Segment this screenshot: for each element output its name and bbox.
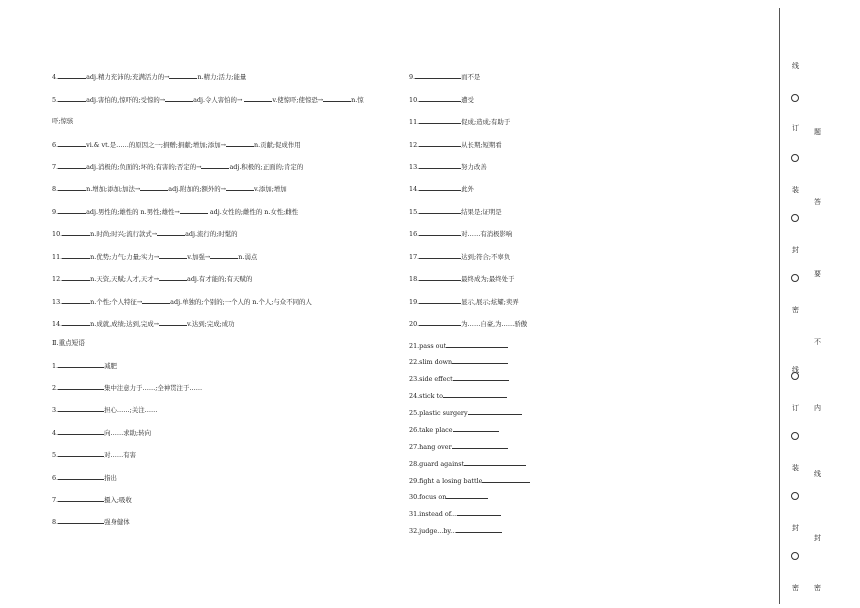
vocab-item — [52, 140, 301, 149]
english-phrase-item — [409, 408, 522, 417]
item-text: adj.消极的;负面的;坏的;有害的;否定的→ — [86, 163, 202, 171]
phrase-item — [409, 184, 474, 193]
answer-blank[interactable] — [58, 95, 86, 102]
item-text: adj.流行的;时髦的 — [185, 230, 238, 238]
phrase-item — [52, 473, 117, 482]
item-number: 14. — [409, 185, 420, 193]
binding-character: 订 — [792, 404, 799, 412]
answer-blank[interactable] — [58, 405, 104, 412]
phrase-item — [409, 252, 510, 261]
phrase-item — [409, 72, 480, 81]
binding-circle-icon — [791, 154, 799, 162]
item-text: n.弱点 — [238, 253, 258, 261]
item-text: n.成就,成绩;达到,完成→ — [90, 320, 160, 328]
answer-blank[interactable] — [419, 207, 461, 214]
binding-circle-icon — [791, 274, 799, 282]
item-text: 为……自豪,为……骄傲 — [461, 320, 528, 328]
item-number: 18. — [409, 275, 420, 283]
item-text: n.时尚;时兴;流行款式→ — [90, 230, 158, 238]
phrase-item — [409, 207, 502, 216]
answer-blank[interactable] — [457, 509, 501, 516]
item-text: 结果是;证明是 — [461, 208, 502, 216]
answer-blank[interactable] — [58, 207, 86, 214]
item-number: 9. — [52, 208, 59, 216]
answer-blank[interactable] — [468, 408, 522, 415]
answer-blank[interactable] — [419, 319, 461, 326]
binding-circle-icon — [791, 214, 799, 222]
item-number: 6. — [52, 474, 59, 482]
answer-blank[interactable] — [58, 473, 104, 480]
answer-blank[interactable] — [142, 297, 170, 304]
item-number: 15. — [409, 208, 420, 216]
answer-blank[interactable] — [419, 117, 461, 124]
phrase-item — [409, 319, 527, 328]
vocab-item — [52, 297, 312, 306]
item-text: 32.judge...by... — [409, 527, 457, 535]
answer-blank[interactable] — [482, 476, 530, 483]
answer-blank[interactable] — [464, 459, 526, 466]
english-phrase-item — [409, 459, 526, 468]
binding-character: 密 — [792, 584, 799, 592]
answer-blank[interactable] — [419, 184, 461, 191]
phrase-item — [52, 428, 151, 437]
item-text: adj.附加的;额外的→ — [168, 185, 227, 193]
vocab-item — [52, 162, 303, 171]
item-number: 7. — [52, 163, 59, 171]
item-text: 从长期;短期看 — [461, 141, 502, 149]
binding-line — [779, 8, 780, 604]
item-number: 16. — [409, 230, 420, 238]
binding-circle-icon — [791, 552, 799, 560]
item-text: v.使惊吓;使惊恐→ — [272, 96, 324, 104]
english-phrase-item — [409, 341, 508, 350]
item-text: n.增加;添加;加法→ — [86, 185, 141, 193]
item-text: 而不是 — [461, 73, 481, 81]
item-number: 11. — [409, 118, 420, 126]
answer-blank[interactable] — [419, 297, 461, 304]
answer-blank[interactable] — [419, 252, 461, 259]
item-number: 8. — [52, 185, 59, 193]
answer-blank[interactable] — [415, 72, 461, 79]
item-text: v.达到;完成;成功 — [187, 320, 235, 328]
binding-character: 答 — [814, 198, 821, 206]
item-number: 1. — [52, 362, 59, 370]
item-text: adj.精力充沛的;充满活力的→ — [86, 73, 170, 81]
english-phrase-item — [409, 442, 508, 451]
answer-blank[interactable] — [226, 184, 254, 191]
item-number: 9. — [409, 73, 416, 81]
answer-blank[interactable] — [58, 72, 86, 79]
answer-blank[interactable] — [58, 517, 104, 524]
binding-character: 密 — [792, 306, 799, 314]
item-number: 4. — [52, 73, 59, 81]
item-number: 12. — [52, 275, 63, 283]
item-text: adj.害怕的,惊吓的;受惊的→ — [86, 96, 166, 104]
answer-blank[interactable] — [453, 425, 499, 432]
answer-blank[interactable] — [419, 140, 461, 147]
item-number: 19. — [409, 298, 420, 306]
item-text: 显示,展示;炫耀;卖弄 — [461, 298, 519, 306]
item-text: 强身健体 — [104, 518, 130, 526]
item-text: adj.令人害怕的→ — [193, 96, 245, 104]
answer-blank[interactable] — [62, 229, 90, 236]
section-title: Ⅱ.重点短语 — [52, 339, 85, 347]
item-number: 14. — [52, 320, 63, 328]
item-text: 达到;符合;不辜负 — [461, 253, 511, 261]
item-number: 5. — [52, 451, 59, 459]
phrase-item — [409, 95, 474, 104]
item-text: 摄入;吸收 — [104, 496, 132, 504]
vocab-item — [52, 229, 238, 238]
phrase-item — [409, 117, 510, 126]
english-phrase-item — [409, 509, 501, 518]
answer-blank[interactable] — [159, 274, 187, 281]
item-text: 21.pass out — [409, 342, 447, 350]
binding-character: 密 — [814, 584, 821, 592]
item-text: 24.stick to — [409, 392, 443, 400]
answer-blank[interactable] — [169, 72, 197, 79]
answer-blank[interactable] — [58, 162, 86, 169]
binding-character: 装 — [792, 186, 799, 194]
answer-blank[interactable] — [58, 140, 86, 147]
item-text: 30.focus on — [409, 493, 447, 501]
english-phrase-item — [409, 391, 507, 400]
item-number: 3. — [52, 406, 59, 414]
item-text: adj.单独的;个别的;一个人的 n.个人;与众不同的人 — [170, 298, 312, 306]
binding-character: 订 — [792, 124, 799, 132]
binding-character: 装 — [792, 464, 799, 472]
phrase-item — [52, 517, 130, 526]
phrase-item — [52, 361, 117, 370]
phrase-item — [52, 450, 136, 459]
item-text: 25.plastic surgery — [409, 409, 468, 417]
answer-blank[interactable] — [62, 274, 90, 281]
answer-blank[interactable] — [62, 252, 90, 259]
item-number: 11. — [52, 253, 63, 261]
item-text: 指出 — [104, 474, 117, 482]
item-number: 4. — [52, 429, 59, 437]
phrase-item — [52, 383, 202, 392]
binding-character: 线 — [792, 366, 799, 374]
answer-blank[interactable] — [419, 95, 461, 102]
phrase-item — [52, 495, 132, 504]
english-phrase-item — [409, 492, 488, 501]
item-text: adj.女性的;雌性的 n.女性;雌性 — [207, 208, 299, 216]
vocab-item — [52, 184, 287, 193]
item-text: 此外 — [461, 185, 474, 193]
answer-blank[interactable] — [58, 184, 86, 191]
item-text: 集中注意力于……;全神贯注于…… — [104, 384, 203, 392]
item-text: adj.积极的;正面的;肯定的 — [229, 163, 304, 171]
answer-blank[interactable] — [244, 95, 272, 102]
answer-blank[interactable] — [443, 391, 507, 398]
answer-blank[interactable] — [58, 495, 104, 502]
item-text: 29.fight a losing battle — [409, 477, 483, 485]
item-number: 7. — [52, 496, 59, 504]
binding-circle-icon — [791, 432, 799, 440]
item-number: 20. — [409, 320, 420, 328]
vocab-item — [52, 319, 235, 328]
item-number: 8. — [52, 518, 59, 526]
item-text: 对……有害 — [104, 451, 137, 459]
binding-character: 内 — [814, 404, 821, 412]
item-text: adj.有才能的;有天赋的 — [187, 275, 253, 283]
item-text: 努力改善 — [461, 163, 487, 171]
vocab-item — [52, 72, 246, 81]
binding-circle-icon — [791, 492, 799, 500]
binding-character: 不 — [814, 338, 821, 346]
answer-blank[interactable] — [180, 207, 208, 214]
english-phrase-item — [409, 476, 530, 485]
item-text: 26.take place — [409, 426, 453, 434]
vocab-item — [52, 95, 364, 104]
binding-circle-icon — [791, 372, 799, 380]
item-text: 22.slim down — [409, 358, 453, 366]
item-text: 担心……;关注…… — [104, 406, 158, 414]
answer-blank[interactable] — [452, 357, 508, 364]
binding-character: 封 — [814, 534, 821, 542]
answer-blank[interactable] — [456, 526, 502, 533]
answer-blank[interactable] — [446, 492, 488, 499]
answer-blank[interactable] — [201, 162, 229, 169]
item-text: v.加强→ — [187, 253, 211, 261]
english-phrase-item — [409, 357, 508, 366]
answer-blank[interactable] — [226, 140, 254, 147]
item-text: 吓;惊骇 — [52, 117, 74, 125]
item-text: n.优势;力气;力量;实力→ — [90, 253, 160, 261]
item-text: 31.instead of... — [409, 510, 457, 518]
binding-character: 线 — [814, 470, 821, 478]
binding-character: 线 — [792, 62, 799, 70]
english-phrase-item — [409, 374, 509, 383]
binding-character: 要 — [814, 270, 821, 278]
item-number: 10. — [52, 230, 63, 238]
english-phrase-item — [409, 526, 502, 535]
item-text: 减肥 — [104, 362, 117, 370]
item-text: 27.hang over — [409, 443, 452, 451]
item-text: adj.男性的;雄性的 n.男性;雄性→ — [86, 208, 180, 216]
item-number: 13. — [52, 298, 63, 306]
answer-blank[interactable] — [62, 319, 90, 326]
answer-blank[interactable] — [453, 374, 509, 381]
item-text: 向……求助;转向 — [104, 429, 151, 437]
answer-blank[interactable] — [58, 428, 104, 435]
item-text: vi.& vt.是……的原因之一;捐赠;捐献;增加;添加→ — [86, 141, 226, 149]
item-text: 促成;造成;有助于 — [461, 118, 511, 126]
item-text: v.添加;增加 — [254, 185, 287, 193]
answer-blank[interactable] — [157, 229, 185, 236]
phrase-item — [409, 274, 514, 283]
item-text: n.个性;个人特征→ — [90, 298, 143, 306]
phrase-item — [409, 162, 487, 171]
answer-blank[interactable] — [165, 95, 193, 102]
answer-blank[interactable] — [159, 319, 187, 326]
item-text: 23.side effect — [409, 375, 453, 383]
answer-blank[interactable] — [419, 274, 461, 281]
answer-blank[interactable] — [210, 252, 238, 259]
item-number: 6. — [52, 141, 59, 149]
item-number: 10. — [409, 96, 420, 104]
item-text: 最终成为;最终处于 — [461, 275, 515, 283]
item-number: 2. — [52, 384, 59, 392]
item-text: n.惊 — [351, 96, 364, 104]
vocab-item — [52, 207, 298, 216]
vocab-item — [52, 252, 257, 261]
answer-blank[interactable] — [419, 229, 461, 236]
vocab-item — [52, 117, 73, 125]
answer-blank[interactable] — [140, 184, 168, 191]
answer-blank[interactable] — [446, 341, 508, 348]
answer-blank[interactable] — [58, 450, 104, 457]
answer-blank[interactable] — [58, 383, 104, 390]
phrase-item — [409, 229, 512, 238]
answer-blank[interactable] — [58, 361, 104, 368]
item-text: 对……有消极影响 — [461, 230, 513, 238]
item-text: n.贡献;促成作用 — [253, 141, 301, 149]
answer-blank[interactable] — [62, 297, 90, 304]
phrase-item — [409, 297, 519, 306]
binding-character: 题 — [814, 128, 821, 136]
binding-character: 封 — [792, 524, 799, 532]
phrase-item — [409, 140, 502, 149]
english-phrase-item — [409, 425, 499, 434]
item-text: 遭受 — [461, 96, 474, 104]
binding-character: 封 — [792, 246, 799, 254]
answer-blank[interactable] — [159, 252, 187, 259]
item-number: 17. — [409, 253, 420, 261]
answer-blank[interactable] — [452, 442, 508, 449]
phrase-item — [52, 405, 157, 414]
answer-blank[interactable] — [323, 95, 351, 102]
item-number: 5. — [52, 96, 59, 104]
item-number: 12. — [409, 141, 420, 149]
answer-blank[interactable] — [419, 162, 461, 169]
item-text: n.天资,天赋;人才,天才→ — [90, 275, 160, 283]
item-text: n.精力;活力;能量 — [197, 73, 247, 81]
item-number: 13. — [409, 163, 420, 171]
binding-circle-icon — [791, 94, 799, 102]
vocab-item — [52, 274, 252, 283]
item-text: 28.guard against — [409, 460, 465, 468]
